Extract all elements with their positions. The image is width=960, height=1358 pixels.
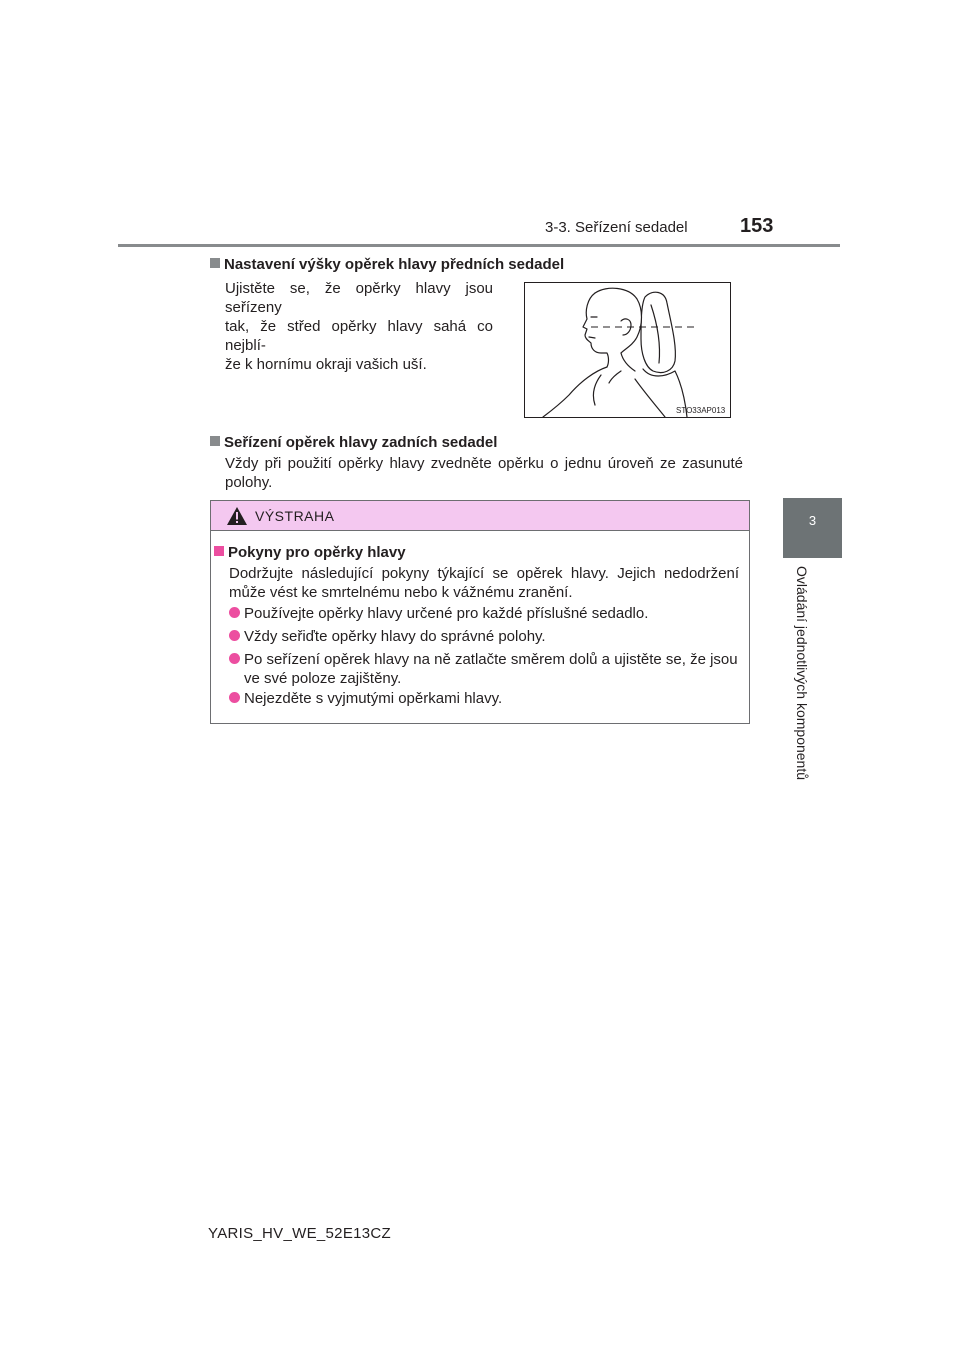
- bullet-dot-icon: [229, 692, 240, 703]
- front-headrest-text: [225, 279, 493, 374]
- header-rule: [118, 244, 840, 247]
- front-headrest-line-2: tak, že střed opěrky hlavy sahá co nejblí-: [225, 318, 493, 354]
- bullet-dot-icon: [229, 607, 240, 618]
- list-item: Používejte opěrky hlavy určené pro každé příslušné sedadlo.: [229, 604, 648, 623]
- front-headrest-heading: [210, 256, 564, 273]
- warning-title: VÝSTRAHA: [255, 508, 335, 524]
- warning-intro-line-2: může vést ke smrtelnému nebo k vážnému zranění.: [229, 584, 573, 601]
- list-item-continuation: ve své poloze zajištěny.: [244, 670, 402, 687]
- rear-headrest-line-2: polohy.: [225, 474, 273, 491]
- rear-headrest-heading: [210, 434, 497, 451]
- front-headrest-heading-text: Nastavení výšky opěrek hlavy předních sedadel: [224, 256, 565, 273]
- front-headrest-line-1: Ujistěte se, že opěrky hlavy jsou seřízeny: [225, 280, 493, 316]
- section-title: 3-3. Seřízení sedadel: [545, 219, 688, 236]
- square-bullet-icon: [214, 546, 224, 556]
- headrest-illustration: [524, 282, 731, 418]
- chapter-number: 3: [808, 513, 817, 528]
- person-headrest-drawing: [525, 283, 730, 417]
- bullet-dot-icon: [229, 653, 240, 664]
- list-item: Po seřízení opěrek hlavy na ně zatlačte směrem dolů a ujistěte se, že jsou ve své poloze zajištěny.: [229, 650, 745, 688]
- list-item: Vždy seřiďte opěrky hlavy do správné polohy.: [229, 627, 546, 646]
- rear-headrest-text: [225, 454, 743, 492]
- warning-intro-line-1: Dodržujte následující pokyny týkající se opěrek hlavy. Jejich nedodržení: [229, 565, 739, 582]
- rear-headrest-heading-text: Seřízení opěrek hlavy zadních sedadel: [224, 434, 498, 451]
- list-item: Nejezděte s vyjmutými opěrkami hlavy.: [229, 689, 502, 708]
- square-bullet-icon: [210, 258, 220, 268]
- page-number: 153: [740, 215, 774, 237]
- front-headrest-line-3: že k hornímu okraji vašich uší.: [225, 356, 427, 373]
- document-code: YARIS_HV_WE_52E13CZ: [208, 1225, 391, 1242]
- square-bullet-icon: [210, 436, 220, 446]
- figure-code: STO33AP013: [676, 406, 726, 415]
- bullet-dot-icon: [229, 630, 240, 641]
- rear-headrest-line-1: Vždy při použití opěrky hlavy zvedněte opěrku o jednu úroveň ze zasunuté: [225, 455, 743, 472]
- warning-heading: [214, 544, 406, 561]
- warning-intro: [229, 564, 739, 602]
- chapter-title: Ovládání jednotlivých komponentů: [794, 566, 810, 781]
- warning-triangle-icon: [226, 506, 248, 531]
- warning-heading-text: Pokyny pro opěrky hlavy: [228, 544, 406, 561]
- chapter-tab: [783, 498, 842, 558]
